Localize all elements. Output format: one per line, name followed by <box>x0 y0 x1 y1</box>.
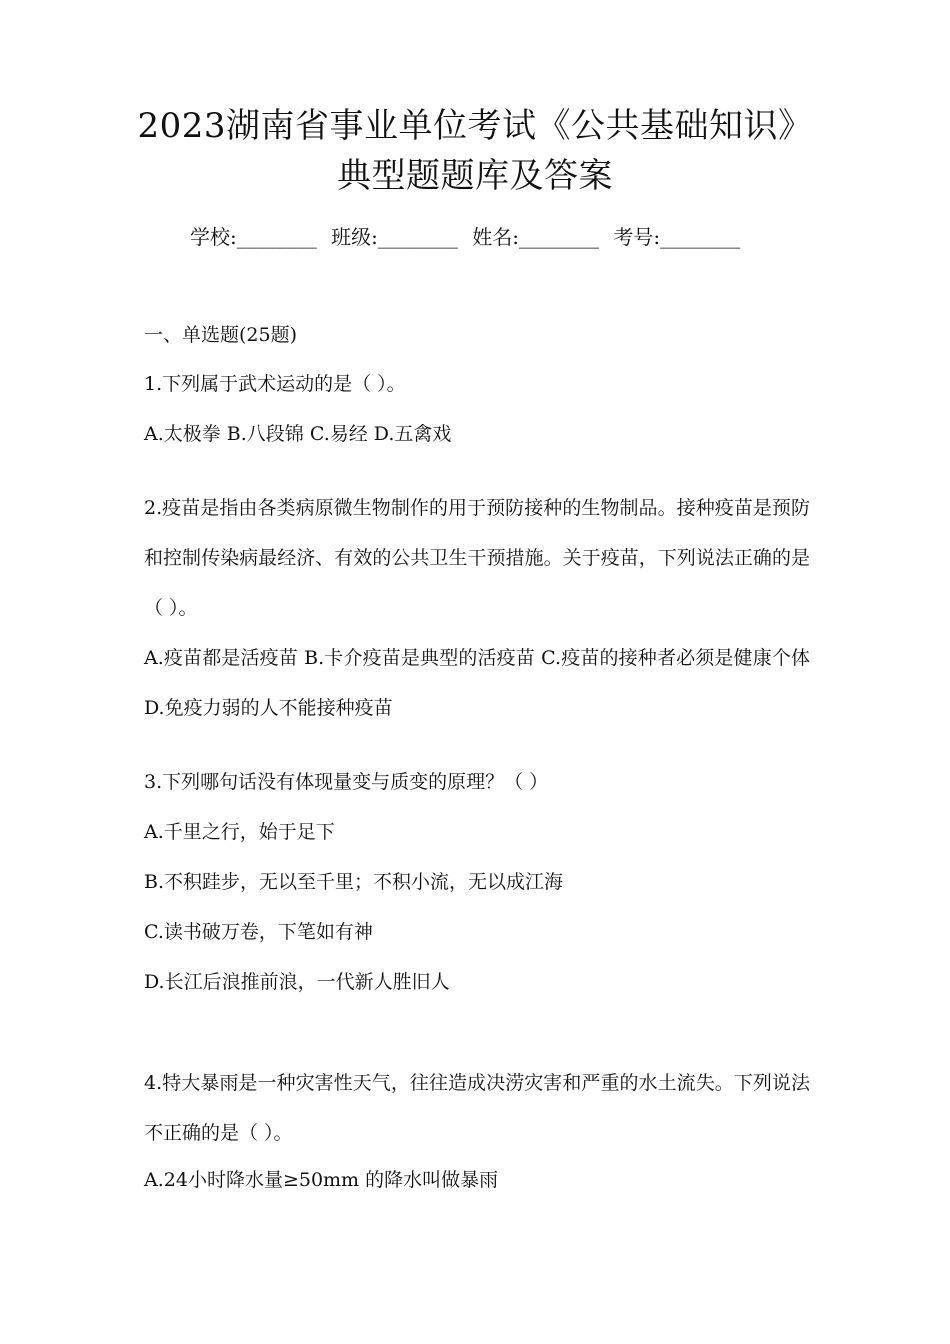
exam-number-field: 考号:________ <box>613 225 741 249</box>
question-2-stem: 2.疫苗是指由各类病原微生物制作的用于预防接种的生物制品。接种疫苗是预防和控制传染病最经济、有效的公共卫生干预措施。关于疫苗，下列说法正确的是（ ）。 <box>144 497 810 619</box>
question-2-options: A.疫苗都是活疫苗 B.卡介疫苗是典型的活疫苗 C.疫苗的接种者必须是健康个体 D.免疫力弱的人不能接种疫苗 <box>144 647 810 719</box>
student-info-fields <box>190 222 748 252</box>
class-field: 班级:________ <box>331 225 458 249</box>
school-field: 学校:________ <box>190 225 317 249</box>
question-1-stem: 1.下列属于武术运动的是（ ）。 <box>144 373 406 395</box>
name-field: 姓名:________ <box>472 225 599 249</box>
question-3-option-d: D.长江后浪推前浪，一代新人胜旧人 <box>144 971 450 993</box>
document-subtitle: 典型题题库及答案 <box>337 156 613 196</box>
section-heading: 一、单选题(25题) <box>144 324 298 346</box>
question-3-option-c: C.读书破万卷，下笔如有神 <box>144 921 373 943</box>
question-1-options: A.太极拳 B.八段锦 C.易经 D.五禽戏 <box>144 423 452 445</box>
document-title: 2023湖南省事业单位考试《公共基础知识》 <box>137 106 813 146</box>
question-4-option-a: A.24小时降水量≥50mm 的降水叫做暴雨 <box>144 1169 499 1191</box>
question-3-stem: 3.下列哪句话没有体现量变与质变的原理？（ ） <box>144 771 549 793</box>
question-3-option-a: A.千里之行，始于足下 <box>144 821 335 843</box>
question-3-option-b: B.不积跬步，无以至千里；不积小流，无以成江海 <box>144 871 564 893</box>
question-4-stem: 4.特大暴雨是一种灾害性天气，往往造成决涝灾害和严重的水土流失。下列说法不正确的是（ ）。 <box>144 1072 810 1144</box>
